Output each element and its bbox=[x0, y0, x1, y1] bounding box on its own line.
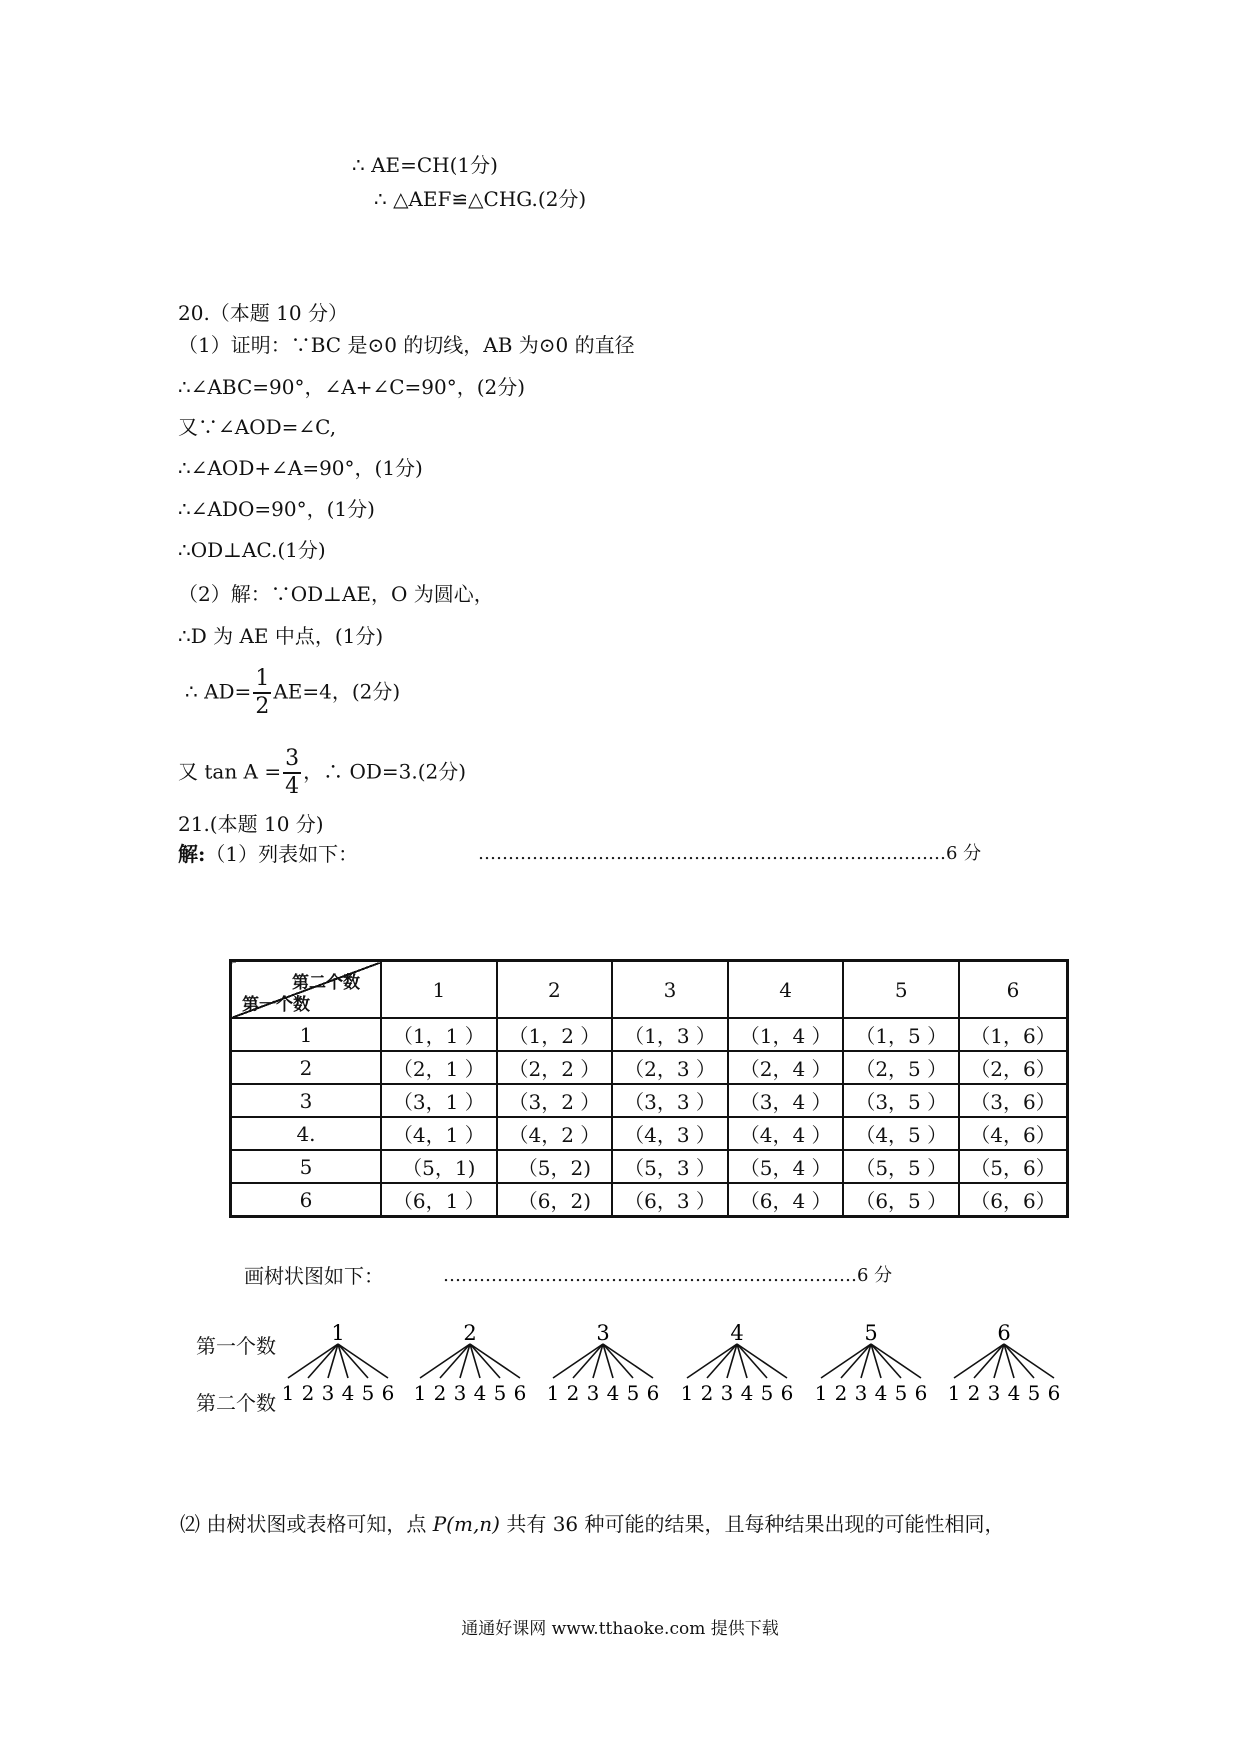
tree-leaf-3: 3 bbox=[854, 1381, 868, 1405]
part2-text-pre: ⑵ 由树状图或表格可知，点 bbox=[180, 1512, 427, 1536]
table-cell: （2，5 ） bbox=[843, 1051, 959, 1084]
tree-leaf-2: 2 bbox=[301, 1381, 315, 1405]
od-result: ，∴ OD=3.(2分) bbox=[303, 759, 467, 784]
q20-line-2: ∴∠ABC=90°，∠A+∠C=90°，(2分) bbox=[178, 375, 526, 399]
tree-root-1: 1 bbox=[331, 1321, 345, 1345]
col-header: 6 bbox=[959, 961, 1067, 1019]
table-cell: （2，3 ） bbox=[612, 1051, 728, 1084]
table-cell: （1，3 ） bbox=[612, 1018, 728, 1051]
tree-leaf-3: 3 bbox=[987, 1381, 1001, 1405]
row-header: 6 bbox=[231, 1183, 382, 1217]
q20-line-8: ∴D 为 AE 中点，(1分) bbox=[178, 624, 384, 648]
tree-leaf-3: 3 bbox=[453, 1381, 467, 1405]
row-header: 1 bbox=[231, 1018, 382, 1051]
part2-text-post: 共有 36 种可能的结果，且每种结果出现的可能性相同， bbox=[506, 1512, 1005, 1536]
tree-leaf-2: 2 bbox=[700, 1381, 714, 1405]
table-cell: （2，2 ） bbox=[497, 1051, 613, 1084]
tree-leaf-4: 4 bbox=[740, 1381, 754, 1405]
table-cell: （3，3 ） bbox=[612, 1084, 728, 1117]
table-cell: （1，6） bbox=[959, 1018, 1067, 1051]
q20-line-1: （1）证明：∵BC 是⊙0 的切线，AB 为⊙0 的直径 bbox=[178, 333, 635, 357]
q20-line-7: （2）解：∵OD⊥AE，O 为圆心， bbox=[178, 582, 494, 606]
tree-leaf-5: 5 bbox=[760, 1381, 774, 1405]
table-cell: （6，2) bbox=[497, 1183, 613, 1217]
row-header: 2 bbox=[231, 1051, 382, 1084]
tree-leaf-2: 2 bbox=[967, 1381, 981, 1405]
tree-leaf-1: 1 bbox=[413, 1381, 427, 1405]
row-header: 3 bbox=[231, 1084, 382, 1117]
line-ae-ch: ∴ AE=CH(1分) bbox=[352, 153, 498, 177]
q20-line-3: 又∵∠AOD=∠C, bbox=[178, 415, 337, 439]
tree-intro: 画树状图如下： bbox=[244, 1264, 384, 1288]
col-header: 4 bbox=[728, 961, 844, 1019]
table-cell: （4，1 ） bbox=[381, 1117, 497, 1150]
tree-leaf-2: 2 bbox=[834, 1381, 848, 1405]
tree-leaf-6: 6 bbox=[780, 1381, 794, 1405]
tree-level2-label: 第二个数 bbox=[196, 1391, 276, 1415]
table-cell: （5，4 ） bbox=[728, 1150, 844, 1183]
tree-leaf-1: 1 bbox=[546, 1381, 560, 1405]
tree-leaf-6: 6 bbox=[914, 1381, 928, 1405]
tree-leaf-3: 3 bbox=[720, 1381, 734, 1405]
tree-leaf-2: 2 bbox=[433, 1381, 447, 1405]
ad-label: ∴ AD= bbox=[185, 679, 252, 704]
fraction-denominator: 2 bbox=[255, 694, 270, 719]
q20-heading: 20.（本题 10 分） bbox=[178, 301, 348, 325]
tree-leaf-4: 4 bbox=[874, 1381, 888, 1405]
table-cell: （6，4 ） bbox=[728, 1183, 844, 1217]
tree-leaf-1: 1 bbox=[281, 1381, 295, 1405]
q20-line-4: ∴∠AOD+∠A=90°，(1分) bbox=[178, 456, 423, 480]
ad-result: AE=4，(2分) bbox=[273, 679, 401, 704]
tree-root-5: 5 bbox=[864, 1321, 878, 1345]
table-cell: （3，6） bbox=[959, 1084, 1067, 1117]
table-cell: （6，5 ） bbox=[843, 1183, 959, 1217]
col-header: 2 bbox=[497, 961, 613, 1019]
q20-line-6: ∴OD⊥AC.(1分) bbox=[178, 538, 326, 562]
table-cell: （4，3 ） bbox=[612, 1117, 728, 1150]
line-congruent: ∴ △AEF≌△CHG.(2分) bbox=[374, 187, 587, 211]
tree-leaf-6: 6 bbox=[381, 1381, 395, 1405]
tree-leaf-6: 6 bbox=[1047, 1381, 1061, 1405]
table-cell: （4，2 ） bbox=[497, 1117, 613, 1150]
tree-leaf-4: 4 bbox=[1007, 1381, 1021, 1405]
table-cell: （5，2) bbox=[497, 1150, 613, 1183]
footer-source: 通通好课网 www.tthaoke.com 提供下载 bbox=[461, 1619, 779, 1639]
table-cell: （5，6） bbox=[959, 1150, 1067, 1183]
col-header: 5 bbox=[843, 961, 959, 1019]
table-cell: （5，1) bbox=[381, 1150, 497, 1183]
row-header: 5 bbox=[231, 1150, 382, 1183]
table-cell: （4，6） bbox=[959, 1117, 1067, 1150]
q21-heading: 21.(本题 10 分) bbox=[178, 812, 324, 836]
table-cell: （6，3 ） bbox=[612, 1183, 728, 1217]
tree-leaf-5: 5 bbox=[626, 1381, 640, 1405]
tree-leaf-3: 3 bbox=[321, 1381, 335, 1405]
tree-leaf-4: 4 bbox=[341, 1381, 355, 1405]
q21-part2 bbox=[180, 1512, 1005, 1536]
table-cell: （4，4 ） bbox=[728, 1117, 844, 1150]
fraction-denominator: 4 bbox=[285, 774, 300, 799]
tree-leaf-2: 2 bbox=[566, 1381, 580, 1405]
corner-top-label: 第二个数 bbox=[292, 973, 360, 993]
col-header: 3 bbox=[612, 961, 728, 1019]
tree-root-4: 4 bbox=[730, 1321, 744, 1345]
fraction-numerator: 3 bbox=[283, 746, 301, 774]
table-cell: （5，5 ） bbox=[843, 1150, 959, 1183]
table-cell: （2，1 ） bbox=[381, 1051, 497, 1084]
tree-score-dots: ……………………………………………………………6 分 bbox=[443, 1265, 893, 1286]
table-cell: （3，2 ） bbox=[497, 1084, 613, 1117]
table-cell: （1，5 ） bbox=[843, 1018, 959, 1051]
table-cell: （3，5 ） bbox=[843, 1084, 959, 1117]
tan-label: 又 tan A = bbox=[178, 759, 282, 784]
col-header: 1 bbox=[381, 961, 497, 1019]
q20-line-5: ∴∠ADO=90°，(1分) bbox=[178, 497, 375, 521]
tree-leaf-6: 6 bbox=[646, 1381, 660, 1405]
tree-leaf-4: 4 bbox=[473, 1381, 487, 1405]
tree-leaf-6: 6 bbox=[513, 1381, 527, 1405]
tree-leaf-1: 1 bbox=[680, 1381, 694, 1405]
tree-leaf-5: 5 bbox=[493, 1381, 507, 1405]
tree-leaf-1: 1 bbox=[814, 1381, 828, 1405]
table-cell: （1，1 ） bbox=[381, 1018, 497, 1051]
tree-leaf-5: 5 bbox=[894, 1381, 908, 1405]
solution-text: （1）列表如下： bbox=[205, 842, 359, 866]
tree-leaf-5: 5 bbox=[1027, 1381, 1041, 1405]
tree-root-6: 6 bbox=[997, 1321, 1011, 1345]
table-cell: （4，5 ） bbox=[843, 1117, 959, 1150]
table-cell: （6，1 ） bbox=[381, 1183, 497, 1217]
point-p-mn: P(m,n) bbox=[432, 1512, 500, 1536]
table-cell: （2，4 ） bbox=[728, 1051, 844, 1084]
tree-root-3: 3 bbox=[596, 1321, 610, 1345]
table-cell: （5，3 ） bbox=[612, 1150, 728, 1183]
tree-leaf-5: 5 bbox=[361, 1381, 375, 1405]
tree-root-2: 2 bbox=[463, 1321, 477, 1345]
solution-label: 解: bbox=[178, 842, 206, 866]
tree-level1-label: 第一个数 bbox=[196, 1334, 276, 1358]
fraction-numerator: 1 bbox=[253, 666, 271, 694]
table-cell: （3，1 ） bbox=[381, 1084, 497, 1117]
tree-leaf-3: 3 bbox=[586, 1381, 600, 1405]
table-cell: （3，4 ） bbox=[728, 1084, 844, 1117]
tree-leaf-4: 4 bbox=[606, 1381, 620, 1405]
corner-bottom-label: 第一个数 bbox=[242, 995, 310, 1015]
row-header: 4. bbox=[231, 1117, 382, 1150]
table-cell: （6，6） bbox=[959, 1183, 1067, 1217]
tree-leaf-1: 1 bbox=[947, 1381, 961, 1405]
table-cell: （1，2 ） bbox=[497, 1018, 613, 1051]
q21-score-dots: ……………………………………………………………………6 分 bbox=[478, 843, 982, 864]
table-cell: （1，4 ） bbox=[728, 1018, 844, 1051]
table-cell: （2，6） bbox=[959, 1051, 1067, 1084]
